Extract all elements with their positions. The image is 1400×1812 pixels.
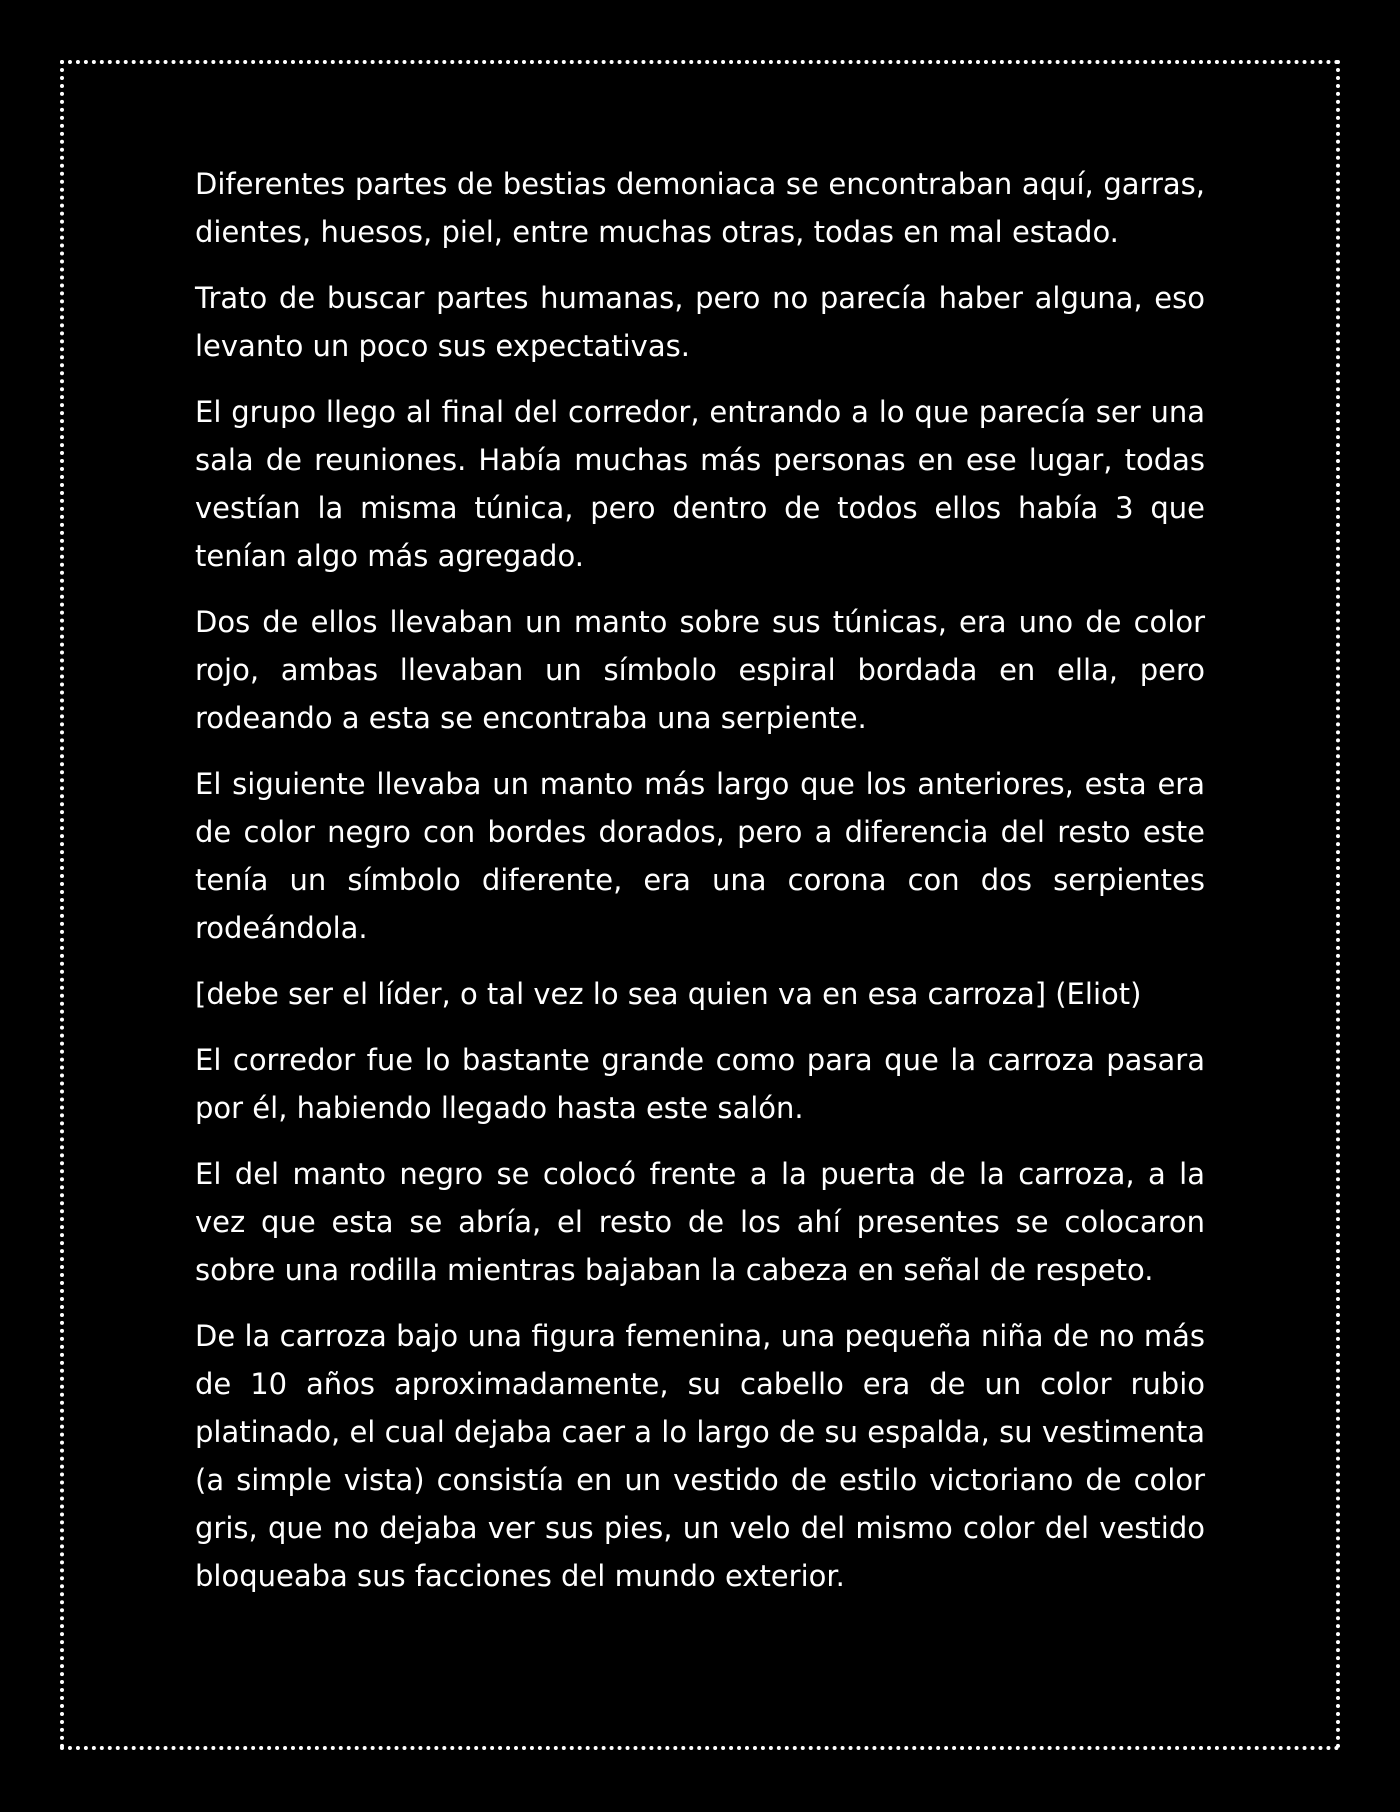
paragraph-2: Trato de buscar partes humanas, pero no parecía haber alguna, eso levanto un poco sus expectativas. <box>195 281 1205 363</box>
paragraph-9: De la carroza bajo una figura femenina, una pequeña niña de no más de 10 años aproximadamente, su cabello era de un color rubio platinado, el cual dejaba caer a lo largo de su espalda, su vestimenta (a simple vista) consistía en un vestido de estilo victoriano de color gris, que no dejaba ver sus pies, un velo del mismo color del vestido bloqueaba sus facciones del mundo exterior. <box>195 1319 1205 1593</box>
paragraph-3: El grupo llego al final del corredor, entrando a lo que parecía ser una sala de reuniones. Había muchas más personas en ese lugar, todas vestían la misma túnica, pero dentro de todos ellos había 3 que tenían algo más agregado. <box>195 395 1205 573</box>
paragraph-6: [debe ser el líder, o tal vez lo sea quien va en esa carroza] (Eliot) <box>195 977 1142 1011</box>
paragraph-5: El siguiente llevaba un manto más largo que los anteriores, esta era de color negro con bordes dorados, pero a diferencia del resto este tenía un símbolo diferente, era una corona con dos serpientes rodeándola. <box>195 767 1205 945</box>
paragraph-1: Diferentes partes de bestias demoniaca se encontraban aquí, garras, dientes, huesos, piel, entre muchas otras, todas en mal estado. <box>195 167 1205 249</box>
paragraph-7: El corredor fue lo bastante grande como para que la carroza pasara por él, habiendo llegado hasta este salón. <box>195 1043 1205 1125</box>
paragraph-8: El del manto negro se colocó frente a la puerta de la carroza, a la vez que esta se abría, el resto de los ahí presentes se colocaron sobre una rodilla mientras bajaban la cabeza en señal de respeto. <box>195 1157 1205 1287</box>
story-text <box>195 160 1205 1618</box>
paragraph-4: Dos de ellos llevaban un manto sobre sus túnicas, era uno de color rojo, ambas llevaban un símbolo espiral bordada en ella, pero rodeando a esta se encontraba una serpiente. <box>195 605 1205 735</box>
